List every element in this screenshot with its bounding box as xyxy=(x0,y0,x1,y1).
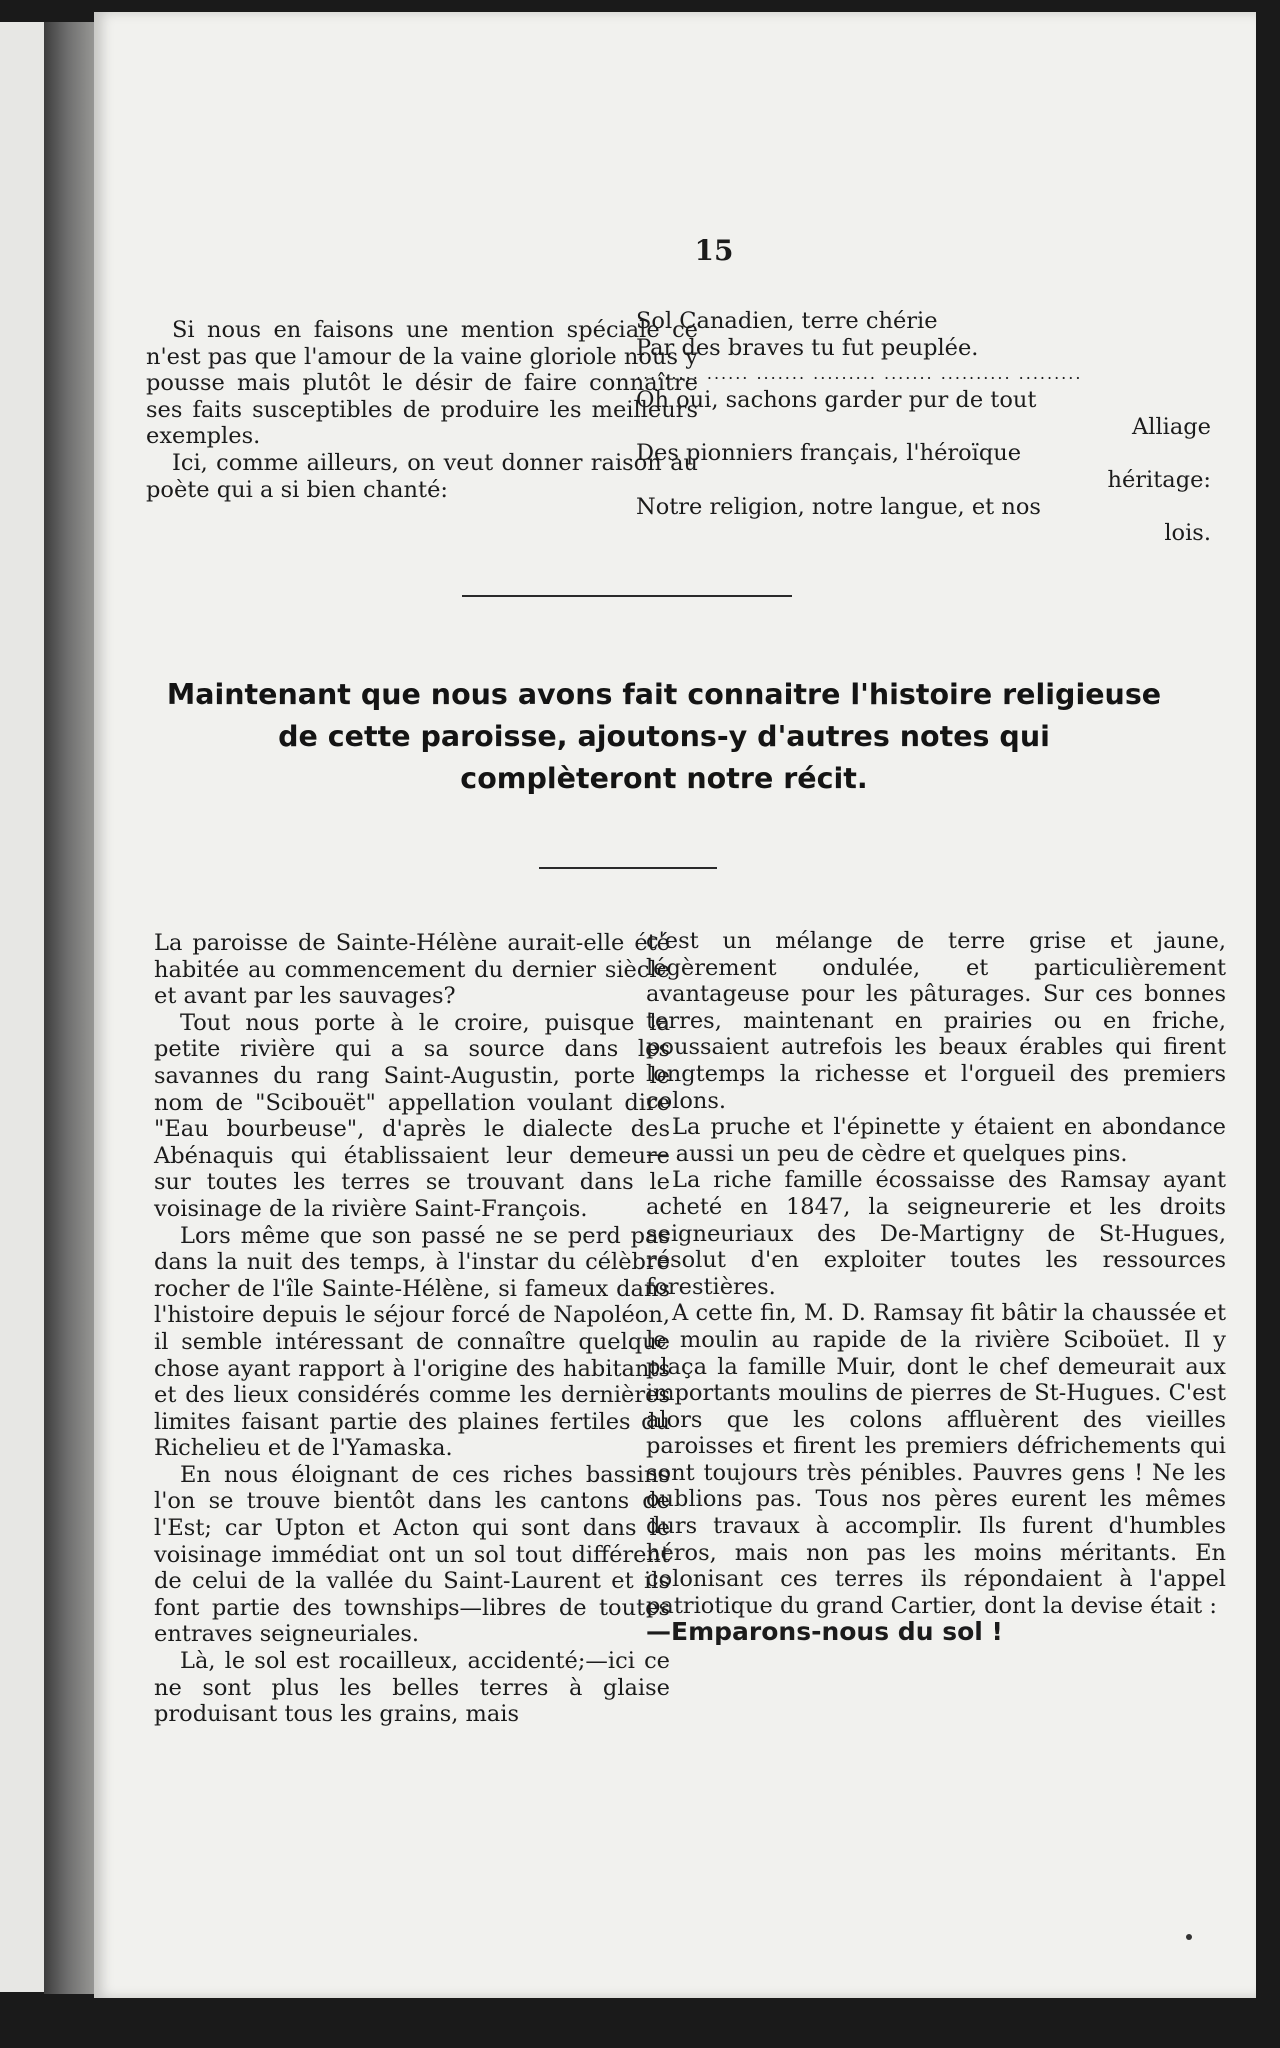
paragraph: La riche famille écossaisse des Ramsay ayant acheté en 1847, la seigneurerie et les droits seigneuriaux des De-Martigny de St-Hugues, résolut d'en exploiter toutes les ressources forestières. xyxy=(646,1167,1226,1300)
previous-page-edge xyxy=(0,22,44,1992)
poem-line: Oh oui, sachons garder pur de tout xyxy=(636,387,1037,414)
paragraph: c'est un mélange de terre grise et jaune, légèrement ondulée, et particulièrement avantageuse pour les pâturages. Sur ces bonnes terres, maintenant en prairies ou en friche, poussaient autrefois les beaux érables qui firent longtemps la richesse et l'orgueil des premiers colons. xyxy=(646,928,1226,1114)
ellipsis-row: ......... ...... ....... ......... ....... .......... ......... xyxy=(636,364,1083,384)
poem-line-continuation: Alliage xyxy=(1132,413,1211,440)
poem-line: Par des braves tu fut peuplée. xyxy=(636,334,979,361)
paragraph: La paroisse de Sainte-Hélène aurait-elle été habitée au commencement du dernier siècle et avant par les sauvages? xyxy=(154,930,670,1010)
heading-line: complèteront notre récit. xyxy=(460,762,868,795)
heading-line: Maintenant que nous avons fait connaitre l'histoire religieuse xyxy=(166,678,1162,711)
section-divider xyxy=(462,595,792,597)
paragraph: Ici, comme ailleurs, on veut donner raison au poète qui a si bien chanté: xyxy=(146,449,698,503)
heading-line: de cette paroisse, ajoutons-y d'autres notes qui xyxy=(278,720,1050,753)
section-divider xyxy=(539,867,717,869)
poem-line: Des pionniers français, l'héroïque xyxy=(636,440,1022,467)
poem-line: Sol Canadien, terre chérie xyxy=(636,308,938,334)
poem-quote xyxy=(636,308,1211,547)
paragraph: La pruche et l'épinette y étaient en abondance — aussi un peu de cèdre et quelques pins. xyxy=(646,1114,1226,1167)
poem-line: Notre religion, notre langue, et nos xyxy=(636,493,1041,520)
paragraph: En nous éloignant de ces riches bassins l'on se trouve bientôt dans les cantons de l'Est; car Upton et Acton qui sont dans le voisinage immédiat ont un sol tout différent de celui de la vallée du Saint-Laurent et ils font partie des townships—libres de toutes entraves seigneuriales. xyxy=(154,1461,670,1648)
paragraph: Lors même que son passé ne se perd pas dans la nuit des temps, à l'instar du célèbre rocher de l'île Sainte-Hélène, si fameux dans l'histoire depuis le séjour forcé de Napoléon, il semble intéressant de connaître quelque chose ayant rapport à l'origine des habitants et des lieux considérés comme les dernières limites faisant partie des plaines fertiles du Richelieu et de l'Yamaska. xyxy=(154,1222,670,1462)
book-spine-shadow xyxy=(44,22,96,1994)
bottom-left-column xyxy=(154,930,670,1728)
paragraph: Tout nous porte à le croire, puisque la petite rivière qui a sa source dans les savannes du rang Saint-Augustin, porte le nom de "Scibouët" appellation voulant dire "Eau bourbeuse", d'après le dialecte des Abénaquis qui établissaient leur demeure sur toutes les terres se trouvant dans le voisinage de la rivière Saint-François. xyxy=(154,1009,670,1222)
poem-line-continuation: lois. xyxy=(1164,520,1211,547)
page-number: 15 xyxy=(694,234,734,267)
paragraph: Si nous en faisons une mention spéciale ce n'est pas que l'amour de la vaine gloriole nous y pousse mais plutôt le désir de faire connaître ses faits susceptibles de produire les meilleurs exemples. xyxy=(146,317,698,450)
top-left-column xyxy=(146,317,698,503)
bottom-right-column xyxy=(646,928,1226,1646)
poem-line-continuation: héritage: xyxy=(1107,466,1211,493)
book-page xyxy=(94,12,1256,1998)
section-heading xyxy=(124,674,1204,800)
poem-column xyxy=(636,308,1211,547)
paragraph: Là, le sol est rocailleux, accidenté;—ici ce ne sont plus les belles terres à glaise produisant tous les grains, mais xyxy=(154,1648,670,1728)
ink-speck xyxy=(1186,1934,1192,1940)
paragraph: A cette fin, M. D. Ramsay fit bâtir la chaussée et le moulin au rapide de la rivière Sciboüet. Il y plaça la famille Muir, dont le chef demeurait aux importants moulins de pierres de St-Hugues. C'est alors que les colons affluèrent des vieilles paroisses et firent les premiers défrichements qui sont toujours très pénibles. Pauvres gens ! Ne les oublions pas. Tous nos pères eurent les mêmes durs travaux à accomplir. Ils furent d'humbles héros, mais non pas les moins méritants. En colonisant ces terres ils répondaient à l'appel patriotique du grand Cartier, dont la devise était : xyxy=(646,1300,1226,1619)
motto: —Emparons-nous du sol ! xyxy=(646,1617,1003,1647)
